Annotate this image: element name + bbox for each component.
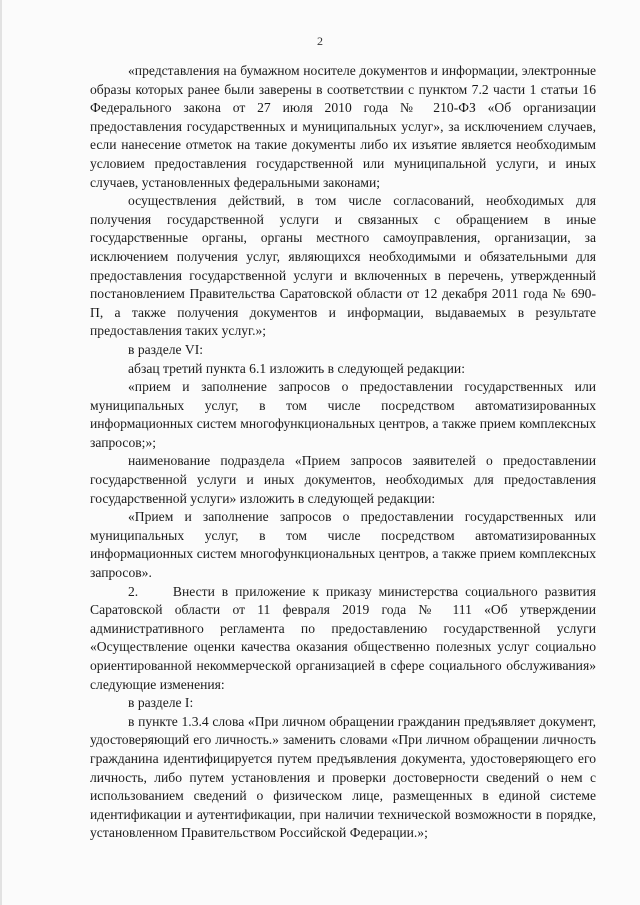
paragraph-10: в пункте 1.3.4 слова «При личном обращении гражданин предъявляет документ, удостоверяющий его личность.» заменить словами «При личном обращении личность гражданина идентифицируется путем предъявления документа, удостоверяющего его личность, либо путем установления и проверки достоверности сведений о нем с использованием сведений о физическом лице, размещенных в единой системе идентификации и аутентификации, при наличии технической возможности в порядке, установленном Правительством Российской Федерации.»; [90, 713, 596, 841]
document-body [90, 62, 596, 843]
page-number: 2 [317, 34, 323, 48]
scan-edge [0, 0, 2, 905]
paragraph-8: 2. Внести в приложение к приказу министерства социального развития Саратовской области от 11 февраля 2019 года № 111 «Об утверждении административного регламента по предоставлению государственной услуги «Осуществление оценки качества оказания общественно полезных услуг социально ориентированной некоммерческой организацией в сфере социального обслуживания» следующие изменения: [90, 583, 596, 692]
paragraph-1: «представления на бумажном носителе документов и информации, электронные образы которых ранее были заверены в соответствии с пунктом 7.2 части 1 статьи 16 Федерального закона от 27 июля 2010 года № 210-ФЗ «Об организации предоставления государственных и муниципальных услуг», за исключением случаев, если нанесение отметок на такие документы либо их изъятие является необходимым условием предоставления государственной или муниципальной услуги, и иных случаев, установленных федеральными законами; [90, 63, 596, 190]
paragraph-6: наименование подраздела «Прием запросов заявителей о предоставлении государственной услуги и иных документов, необходимых для предоставления государственной услуги» изложить в следующей редакции: [90, 453, 596, 506]
paragraph-2: осуществления действий, в том числе согласований, необходимых для получения государственной услуги и связанных с обращением в иные государственные органы, органы местного самоуправления, организации, за исключением получения услуг, являющихся необходимыми и обязательными для предоставления государственной услуги и включенных в перечень, утвержденный постановлением Правительства Саратовской области от 12 декабря 2011 года № 690-П, а также получения документов и информации, выдаваемых в результате предоставления таких услуг.»; [90, 193, 596, 339]
paragraph-9: в разделе I: [128, 695, 194, 711]
paragraph-7: «Прием и заполнение запросов о предоставлении государственных или муниципальных услуг, в том числе посредством автоматизированных информационных систем многофункциональных центров, а также прием комплексных запросов». [90, 509, 596, 581]
paragraph-3: в разделе VI: [128, 341, 204, 357]
paragraph-4: абзац третий пункта 6.1 изложить в следующей редакции: [128, 360, 465, 376]
paragraph-5: «прием и заполнение запросов о предоставлении государственных или муниципальных услуг, в том числе посредством автоматизированных информационных систем многофункциональных центров, а также прием комплексных запросов;»; [90, 379, 596, 450]
